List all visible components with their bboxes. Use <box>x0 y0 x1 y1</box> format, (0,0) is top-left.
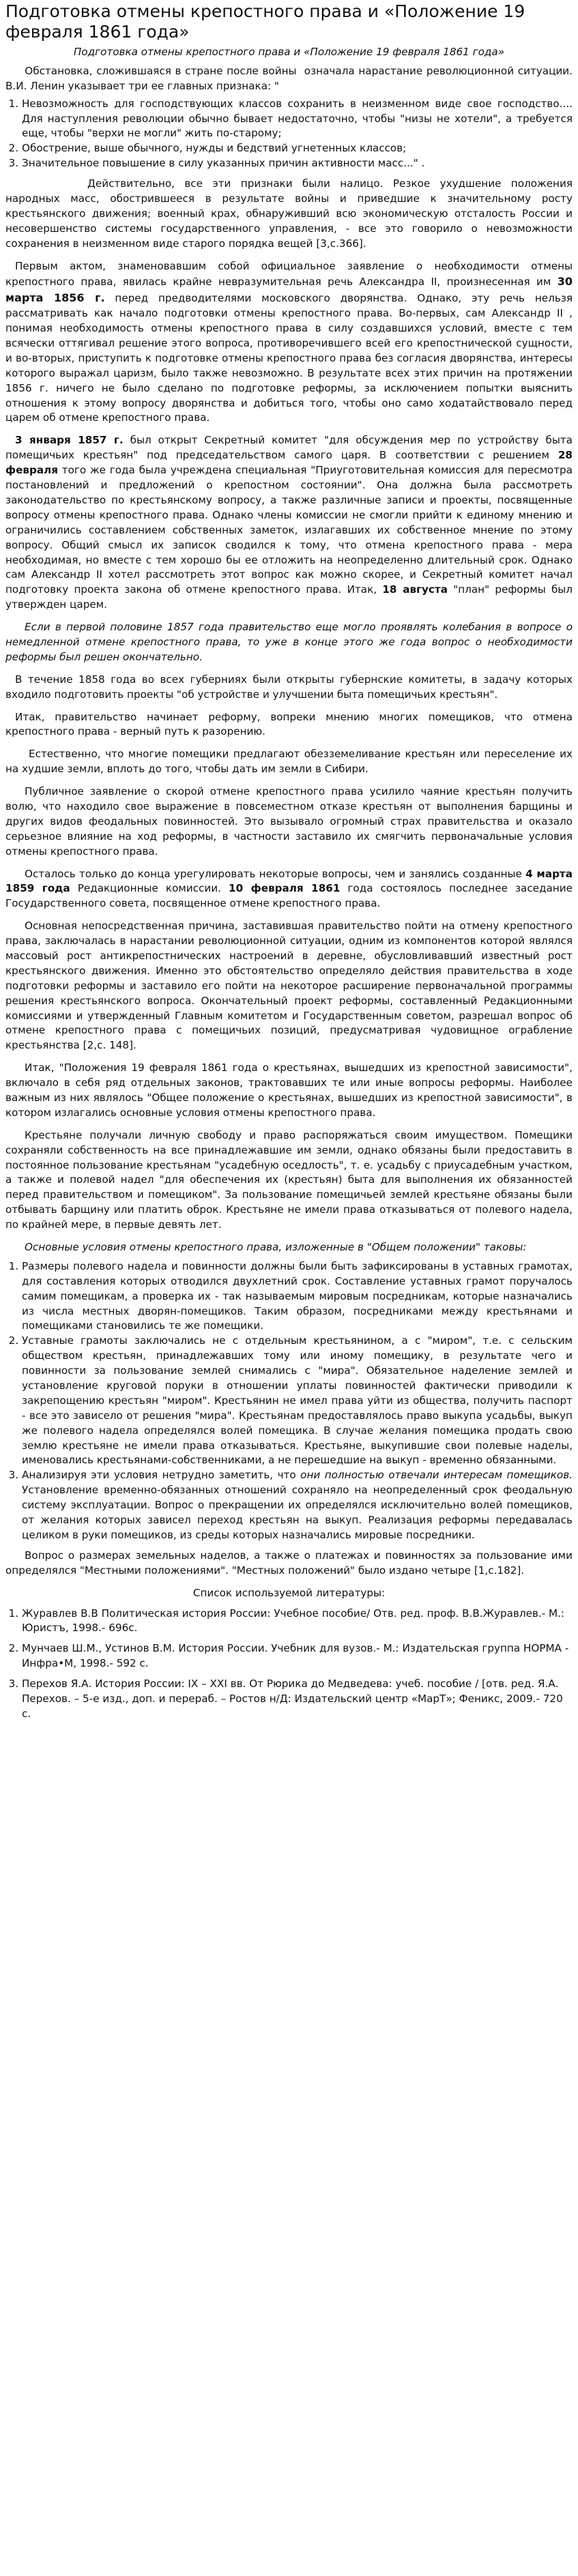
list-item: 3. Анализируя эти условия нетрудно заметить, что они полностью отвечали интересам помещиков. Установление временно-обязанных отношений сохраняло на неопределенный срок феодальную систему эксплуатации. Вопрос о прекращении их определялся исключительно волей помещиков, от желания которых зависел переход крестьян на выкуп. Реализация реформы передавалась целиком в руки помещиков, из среды которых назначались мировые посредники. <box>22 1468 573 1542</box>
paragraph: В течение 1858 года во всех губерниях были открыты губернские комитеты, в задачу которых входило подготовить проекты "об устройстве и улучшении быта помещичьих крестьян". <box>5 673 573 701</box>
list-item: 1. Размеры полевого надела и повинности должны были быть зафиксированы в уставных грамотах, для составления которых отводился двухлетний срок. Составление уставных грамот поручалось самим помещикам, а проверка их - так называемым мировым посредникам, которые назначались из числа местных дворян-помещиков. Таким образом, посредниками между крестьянами и помещиками становились те же помещики. <box>22 1259 573 1334</box>
paragraph: Осталось только до конца урегулировать некоторые вопросы, чем и занялись созданные 4 марта 1859 года Редакционные комиссии. 10 февраля 1861 года состоялось последнее заседание Государственного совета, посвященное отмене крепостного права. <box>5 867 573 910</box>
paragraph: Итак, правительство начинает реформу, вопреки мнению многих помещиков, что отмена крепостного права - верный путь к разорению. <box>5 710 573 738</box>
paragraph-italic: Если в первой половине 1857 года правительство еще могло проявлять колебания в вопросе о немедленной отмене крепостного права, то уже в конце этого же года вопрос о необходимости реформы был решен окончательно. <box>5 621 573 663</box>
date-highlight: 4 марта 1859 года <box>5 867 573 895</box>
list-item: 3. Значительное повышение в силу указанных причин активности масс..." . <box>22 156 573 171</box>
date-highlight: 10 февраля 1861 <box>229 882 341 895</box>
emphasis-text: они полностью отвечали интересам помещиков. <box>300 1469 573 1482</box>
bibliography-item: 2. Мунчаев Ш.М., Устинов В.М. История России. Учебник для вузов.- М.: Издательская группа НОРМА - Инфра•М, 1998.- 592 с. <box>22 1641 573 1671</box>
paragraph: Действительно, все эти признаки были налицо. Резкое ухудшение положения народных масс, обострившееся в результате войны и приведшие к значительному росту крестьянского движения; военный крах, обнаруживший всю экономическую отсталость России и несовершенство системы государственного управления, - все это говорило о невозможности сохранения в неизменном виде старого порядка вещей [3,с.366]. <box>5 177 573 250</box>
date-highlight: 28 февраля <box>5 449 573 477</box>
bibliography-list <box>5 1607 573 1722</box>
paragraph: 3 января 1857 г. был открыт Секретный комитет "для обсуждения мер по устройству быта помещичьих крестьян" под председательством самого царя. В соответствии с решением 28 февраля того же года была учреждена специальная "Приуготовительная комиссия для пересмотра постановлений и предложений о крепостном состоянии". Она должна была рассмотреть законодательство по крестьянскому вопросу, а также различные записи и проекты, посвященные вопросу отмены крепостного права. Однако члены комиссии не смогли прийти к единому мнению и ограничились составлением собственных заметок, излагавших их собственное мнение по этому вопросу. Общий смысл их записок сводился к тому, что отмена крепостного права - мера необходимая, но вместе с тем хорошо бы ее отложить на неопределенно длительный срок. Однако сам Александр II хотел рассмотреть этот вопрос как можно скорее, и Секретный комитет начал подготовку проекта закона об отмене крепостного права. Итак, 18 августа "план" реформы был утвержден царем. <box>5 434 573 611</box>
conditions-list <box>5 1259 573 1543</box>
bibliography-item: 3. Перехов Я.А. История России: IX – XXI вв. От Рюрика до Медведева: учеб. пособие / [отв. ред. Я.А. Перехов. – 5-е изд., доп. и перераб. – Ростов н/Д: Издательский центр «МарТ»; Феникс, 2009.- 720 с. <box>22 1677 573 1722</box>
paragraph-intro: Обстановка, сложившаяся в стране после войны означала нарастание революционной ситуации. В.И. Ленин указывает три ее главных признака: " <box>5 64 576 92</box>
date-highlight: 30 марта 1856 г. <box>5 275 573 305</box>
paragraph: Вопрос о размерах земельных наделов, а также о платежах и повинностях за пользование ими определялся "Местными положениями". "Местных положений" было издано четыре [1,с.182]. <box>5 1549 573 1577</box>
paragraph: Итак, "Положения 19 февраля 1861 года о крестьянах, вышедших из крепостной зависимости", включало в себя ряд отдельных законов, трактовавших те или иные вопросы реформы. Наиболее важным из них являлось "Общее положение о крестьянах, вышедших из крепостной зависимости", в котором излагались основные условия отмены крепостного права. <box>5 1062 573 1119</box>
paragraph: Первым актом, знаменовавшим собой официальное заявление о необходимости отмены крепостного права, явилась крайне невразумительная речь Александра II, произнесенная им 30 марта 1856 г. перед предводителями московского дворянства. Однако, эту речь нельзя рассматривать как начало подготовки отмены крепостного права. Во-первых, сам Александр II , понимая необходимость отмены крепостного права в силу создавшихся условий, вместе с тем всячески оттягивал решение этого вопроса, противоречившего всей его крепостнической сущности, и во-вторых, приступить к подготовке отмены крепостного права без согласия дворянства, интересы которого выражал царизм, было также невозможно. В результате всех этих причин на протяжении 1856 г. ничего не было сделано по подготовке реформы, за исключением попытки выяснить отношения к этому вопросу дворянства и добиться того, чтобы оно само ходатайствовало перед царем об отмене крепостного права. <box>5 259 573 424</box>
list-item: 2. Обострение, выше обычного, нужды и бедствий угнетенных классов; <box>22 141 573 156</box>
paragraph: Крестьяне получали личную свободу и право распоряжаться своим имуществом. Помещики сохраняли собственность на все принадлежавшие им земли, однако обязаны были предоставить в постоянное пользование крестьянам "усадебную оседлость", т. е. усадьбу с приусадебным участком, а также и полевой надел "для обеспечения их (крестьян) быта для выполнения их обязанностей перед правительством и помещиком". За пользование помещичьей землей крестьяне обязаны были отбывать барщину или платить оброк. Крестьяне не имели права отказываться от полевого надела, по крайней мере, в первые девять лет. <box>5 1128 573 1231</box>
paragraph: Публичное заявление о скорой отмене крепостного права усилило чаяние крестьян получить волю, что находило свое выражение в повсеместном отказе крестьян от выполнения барщины и других видов феодальных повинностей. Это вызывало огромный страх правительства и оказало серьезное влияние на ход реформы, в частности заставило их смягчить первоначальные условия отмены крепостного права. <box>5 785 573 858</box>
paragraph: Естественно, что многие помещики предлагают обезземеливание крестьян или переселение их на худшие земли, вплоть до того, чтобы дать им земли в Сибири. <box>5 748 573 776</box>
bibliography-item: 1. Журавлев В.В Политическая история России: Учебное пособие/ Отв. ред. проф. В.В.Журавлев.- М.: Юристъ, 1998.- 696с. <box>22 1607 573 1637</box>
date-highlight: 18 августа <box>382 583 448 596</box>
list-item: 1. Невозможность для господствующих классов сохранить в неизменном виде свое господство.... Для наступления революции обычно бывает недостаточно, чтобы "низы не хотели", а требуется еще, чтобы "верхи не могли" жить по-старому; <box>22 97 573 142</box>
page-title: Подготовка отмены крепостного права и «Положение 19 февраля 1861 года» <box>5 1 525 42</box>
bibliography-title: Список используемой литературы: <box>192 1586 386 1599</box>
section-subheading: Основные условия отмены крепостного права, изложенные в "Общем положении" таковы: <box>25 1241 527 1254</box>
paragraph: Основная непосредственная причина, заставившая правительство пойти на отмену крепостного права, заключалась в нарастании революционной ситуации, одним из компонентов которой являлся массовый рост антикрепостнических настроений в деревне, обусловливавший известный рост крестьянского движения. Именно это обстоятельство определяло действия правительства в ходе подготовки реформы и заставило его пойти на некоторое расширение первоначальной программы решения крестьянского вопроса. Окончательный проект реформы, составленный Редакционными комиссиями и утвержденный Главным комитетом и Государственным советом, разрешал вопрос об отмене крепостного права с помещичьих позиций, предусматривая чудовищное ограбление крестьянства [2,с. 148]. <box>5 920 573 1052</box>
date-highlight: 3 января 1857 г. <box>15 434 124 447</box>
list-item: 2. Уставные грамоты заключались не с отдельным крестьянином, а с "миром", т.е. с сельским обществом крестьян, принадлежавших тому или иному помещику, в результате чего и повинности за пользование землей снимались с "мира". Обязательное наделение землей и установление круговой поруки в отношении уплаты повинностей фактически приводили к закрепощению крестьян "миром". Крестьянин не имел права уйти из общества, получить паспорт - все это зависело от решения "мира". Крестьянам предоставлялось право выкупа усадьбы, выкуп же полевого надела определялся волей помещика. В случае желания помещика продать свою землю крестьяне не имели права отказываться. Крестьяне, выкупившие свои полевые наделы, именовались крестьянами-собственниками, а не перешедшие на выкуп - временно обязанными. <box>22 1334 573 1468</box>
subtitle: Подготовка отмены крепостного права и «Положение 19 февраля 1861 года» <box>73 46 505 58</box>
signs-list <box>5 97 573 171</box>
